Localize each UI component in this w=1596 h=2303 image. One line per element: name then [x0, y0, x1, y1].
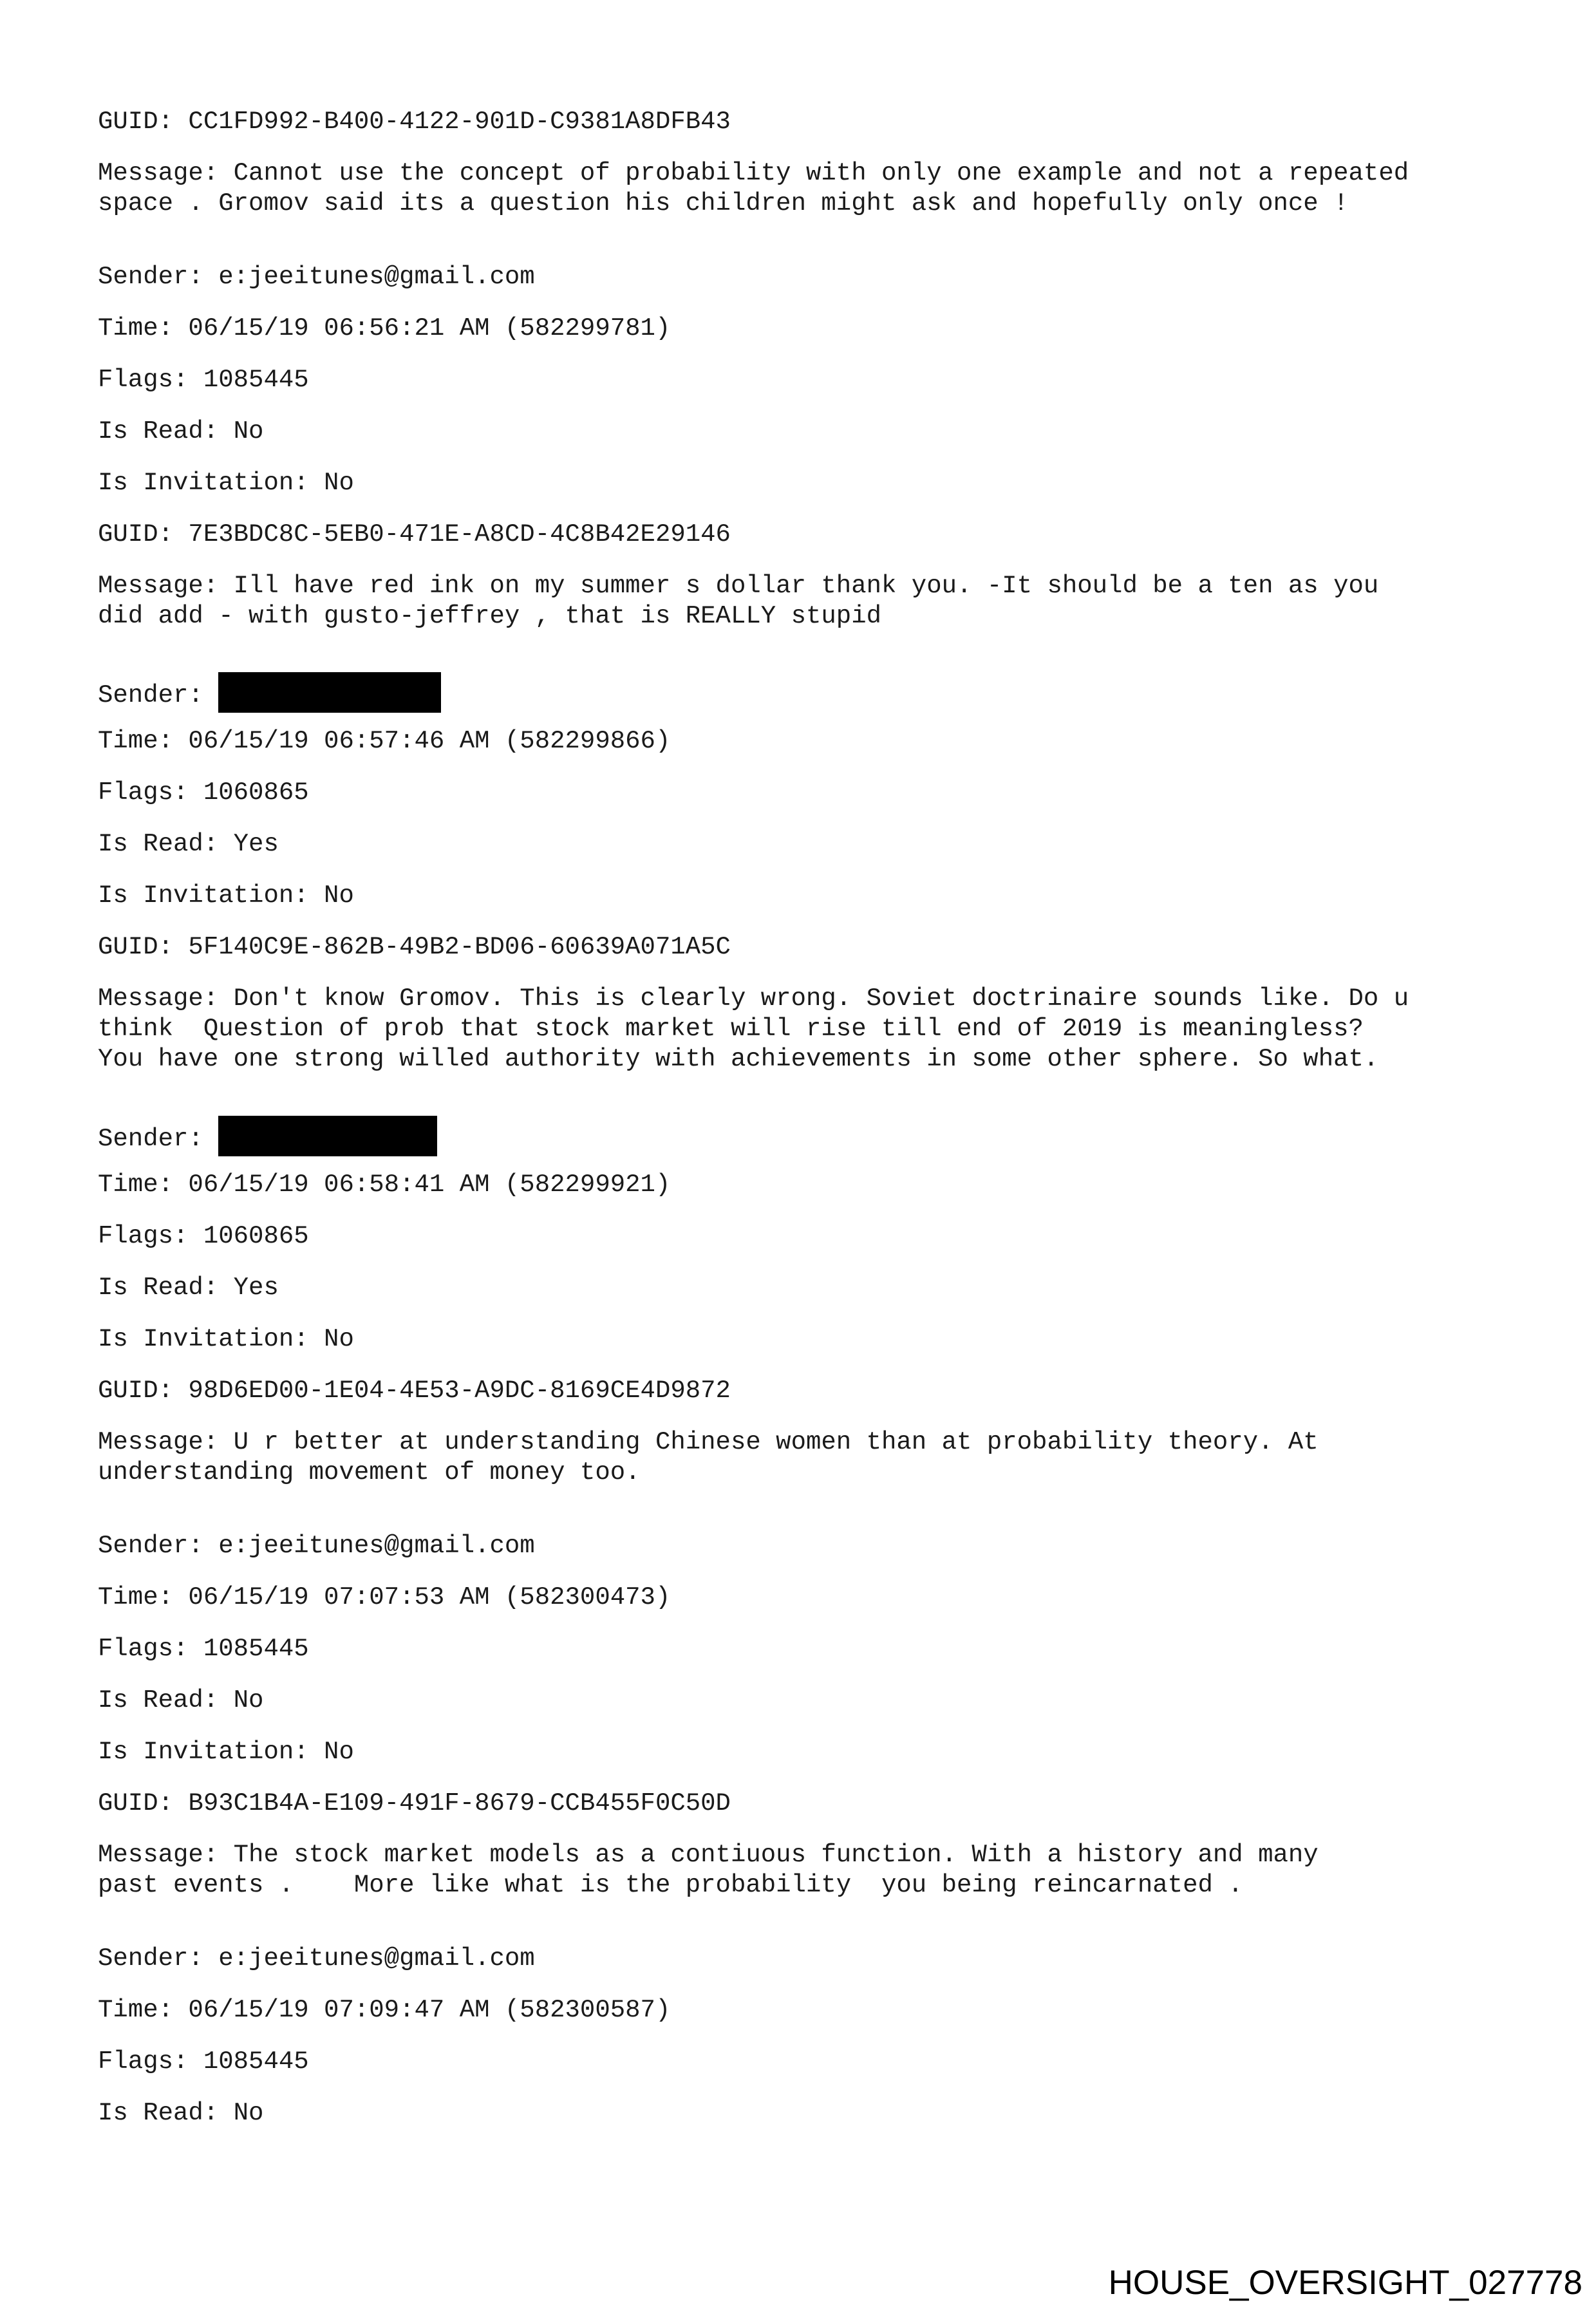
message-line: did add - with gusto-jeffrey , that is REALLY stupid — [98, 602, 881, 630]
is-read-line: Is Read: Yes — [98, 830, 279, 858]
guid-line: GUID: 5F140C9E-862B-49B2-BD06-60639A071A5C — [98, 933, 731, 961]
sender-line: Sender: e:jeeitunes@gmail.com — [98, 1532, 535, 1560]
message-line: Message: The stock market models as a contiuous function. With a history and many — [98, 1841, 1319, 1869]
redaction-box — [218, 1116, 437, 1156]
message-line: space . Gromov said its a question his children might ask and hopefully only once ! — [98, 189, 1349, 218]
is-read-line: Is Read: No — [98, 1686, 264, 1715]
is-read-line: Is Read: No — [98, 2099, 264, 2127]
message-line: Message: Cannot use the concept of probability with only one example and not a repeated — [98, 159, 1409, 187]
message-line: Message: U r better at understanding Chinese women than at probability theory. At — [98, 1428, 1319, 1456]
message-line: understanding movement of money too. — [98, 1458, 641, 1487]
is-read-line: Is Read: Yes — [98, 1274, 279, 1302]
time-line: Time: 06/15/19 07:09:47 AM (582300587) — [98, 1996, 671, 2024]
time-line: Time: 06/15/19 06:56:21 AM (582299781) — [98, 314, 671, 343]
message-line: Message: Don't know Gromov. This is clearly wrong. Soviet doctrinaire sounds like. Do u — [98, 984, 1409, 1013]
bates-number: HOUSE_OVERSIGHT_027778 — [1108, 2264, 1582, 2302]
sender-label: Sender: — [98, 1124, 203, 1153]
guid-line: GUID: CC1FD992-B400-4122-901D-C9381A8DFB43 — [98, 108, 731, 136]
guid-line: GUID: 7E3BDC8C-5EB0-471E-A8CD-4C8B42E29146 — [98, 520, 731, 549]
sender-label: Sender: — [98, 681, 203, 710]
is-invitation-line: Is Invitation: No — [98, 881, 354, 910]
redaction-box — [218, 672, 441, 713]
time-line: Time: 06/15/19 07:07:53 AM (582300473) — [98, 1583, 671, 1612]
is-invitation-line: Is Invitation: No — [98, 469, 354, 497]
flags-line: Flags: 1060865 — [98, 1222, 309, 1250]
message-line: think Question of prob that stock market will rise till end of 2019 is meaningless? — [98, 1015, 1364, 1043]
time-line: Time: 06/15/19 06:57:46 AM (582299866) — [98, 727, 671, 755]
sender-line: Sender: e:jeeitunes@gmail.com — [98, 263, 535, 291]
is-invitation-line: Is Invitation: No — [98, 1325, 354, 1353]
is-invitation-line: Is Invitation: No — [98, 1738, 354, 1766]
message-line: past events . More like what is the probability you being reincarnated . — [98, 1871, 1243, 1899]
flags-line: Flags: 1085445 — [98, 1635, 309, 1663]
guid-line: GUID: 98D6ED00-1E04-4E53-A9DC-8169CE4D9872 — [98, 1377, 731, 1405]
is-read-line: Is Read: No — [98, 417, 264, 446]
flags-line: Flags: 1060865 — [98, 778, 309, 807]
message-line: You have one strong willed authority with achievements in some other sphere. So what. — [98, 1045, 1379, 1073]
sender-line — [98, 1118, 437, 1153]
guid-line: GUID: B93C1B4A-E109-491F-8679-CCB455F0C50D — [98, 1789, 731, 1818]
time-line: Time: 06/15/19 06:58:41 AM (582299921) — [98, 1170, 671, 1199]
flags-line: Flags: 1085445 — [98, 366, 309, 394]
message-line: Message: Ill have red ink on my summer s dollar thank you. -It should be a ten as you — [98, 572, 1379, 600]
flags-line: Flags: 1085445 — [98, 2047, 309, 2076]
sender-line: Sender: e:jeeitunes@gmail.com — [98, 1944, 535, 1973]
sender-line — [98, 675, 441, 710]
